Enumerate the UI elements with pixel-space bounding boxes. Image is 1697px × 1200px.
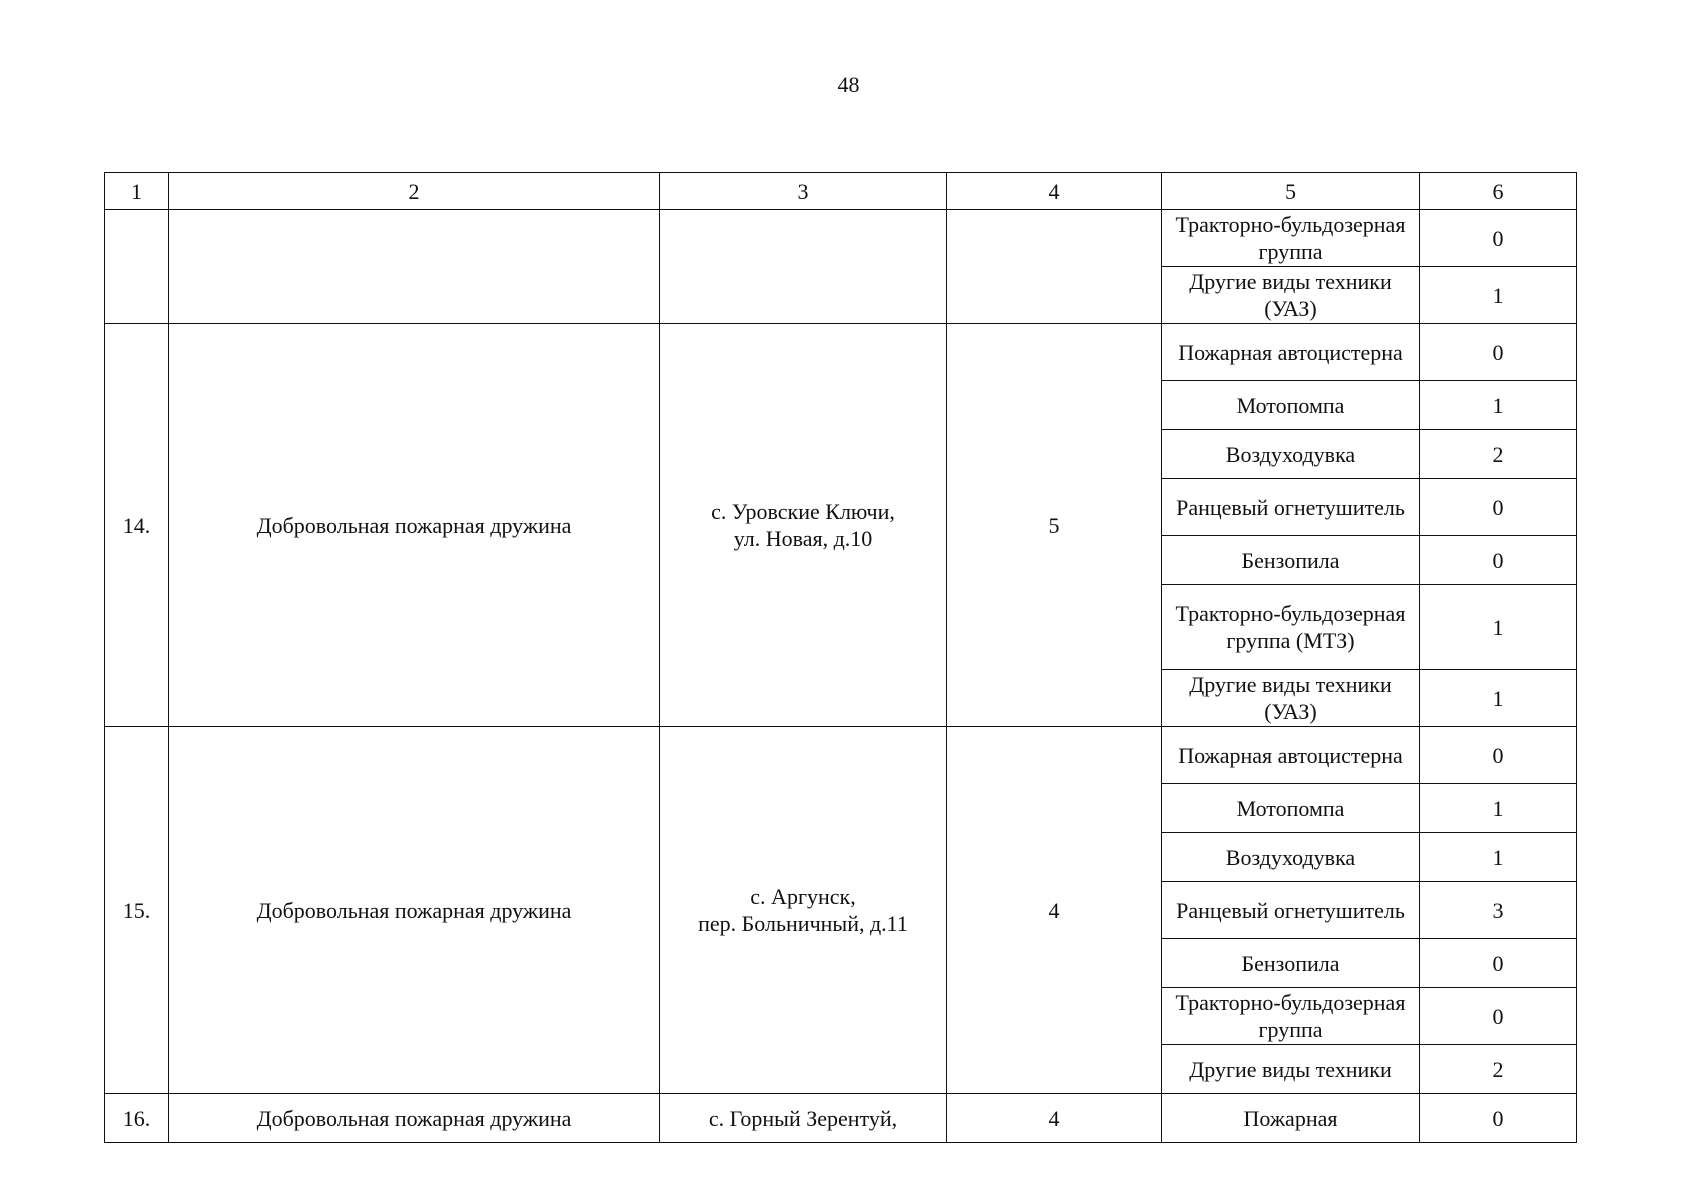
equipment-type: Другие виды техники (УАЗ)	[1162, 267, 1420, 324]
address-line-1: с. Уровские Ключи,	[711, 499, 895, 524]
address-line-2: пер. Больничный, д.11	[698, 911, 908, 936]
table-row	[105, 1094, 1577, 1143]
organization-name: Добровольная пожарная дружина	[169, 727, 660, 1094]
equipment-qty: 1	[1420, 784, 1577, 833]
header-col-5: 5	[1162, 173, 1420, 210]
equipment-type: Ранцевый огнетушитель	[1162, 882, 1420, 939]
header-col-4: 4	[947, 173, 1162, 210]
equipment-table	[104, 172, 1577, 1143]
equipment-type: Бензопила	[1162, 939, 1420, 988]
equipment-qty: 1	[1420, 267, 1577, 324]
equipment-type: Другие виды техники (УАЗ)	[1162, 670, 1420, 727]
organization-name: Добровольная пожарная дружина	[169, 324, 660, 727]
equipment-qty: 0	[1420, 727, 1577, 784]
organization-name: Добровольная пожарная дружина	[169, 1094, 660, 1143]
cont-num-cell	[105, 210, 169, 324]
equipment-qty: 1	[1420, 381, 1577, 430]
address-line-1: с. Горный Зерентуй,	[660, 1094, 947, 1143]
header-col-3: 3	[660, 173, 947, 210]
equipment-type: Тракторно-бульдозерная группа (МТЗ)	[1162, 585, 1420, 670]
table-row	[105, 210, 1577, 267]
equipment-qty: 3	[1420, 882, 1577, 939]
table-row	[105, 324, 1577, 381]
equipment-qty: 0	[1420, 1094, 1577, 1143]
equipment-qty: 0	[1420, 939, 1577, 988]
header-col-1: 1	[105, 173, 169, 210]
address	[660, 727, 947, 1094]
equipment-type: Воздуходувка	[1162, 430, 1420, 479]
equipment-qty: 1	[1420, 670, 1577, 727]
equipment-qty: 0	[1420, 210, 1577, 267]
equipment-type: Другие виды техники	[1162, 1045, 1420, 1094]
equipment-type: Мотопомпа	[1162, 784, 1420, 833]
equipment-type: Пожарная автоцистерна	[1162, 727, 1420, 784]
row-number: 15.	[105, 727, 169, 1094]
equipment-type: Ранцевый огнетушитель	[1162, 479, 1420, 536]
equipment-qty: 0	[1420, 536, 1577, 585]
address-line-1: с. Аргунск,	[750, 884, 856, 909]
personnel-count: 4	[947, 1094, 1162, 1143]
equipment-type: Тракторно-бульдозерная группа	[1162, 988, 1420, 1045]
equipment-type: Бензопила	[1162, 536, 1420, 585]
equipment-type: Мотопомпа	[1162, 381, 1420, 430]
equipment-qty: 0	[1420, 479, 1577, 536]
equipment-qty: 1	[1420, 585, 1577, 670]
equipment-type: Воздуходувка	[1162, 833, 1420, 882]
address	[660, 324, 947, 727]
personnel-count: 5	[947, 324, 1162, 727]
address-line-2: ул. Новая, д.10	[733, 526, 873, 551]
equipment-type: Пожарная автоцистерна	[1162, 324, 1420, 381]
header-row	[105, 173, 1577, 210]
equipment-qty: 1	[1420, 833, 1577, 882]
row-number: 14.	[105, 324, 169, 727]
cont-org-cell	[169, 210, 660, 324]
equipment-qty: 2	[1420, 430, 1577, 479]
cont-address-cell	[660, 210, 947, 324]
equipment-type: Пожарная	[1162, 1094, 1420, 1143]
page-number: 48	[837, 72, 860, 97]
row-number: 16.	[105, 1094, 169, 1143]
equipment-qty: 0	[1420, 988, 1577, 1045]
equipment-qty: 2	[1420, 1045, 1577, 1094]
header-col-6: 6	[1420, 173, 1577, 210]
cont-count-cell	[947, 210, 1162, 324]
equipment-type: Тракторно-бульдозерная группа	[1162, 210, 1420, 267]
personnel-count: 4	[947, 727, 1162, 1094]
table-row	[105, 727, 1577, 784]
header-col-2: 2	[169, 173, 660, 210]
equipment-qty: 0	[1420, 324, 1577, 381]
